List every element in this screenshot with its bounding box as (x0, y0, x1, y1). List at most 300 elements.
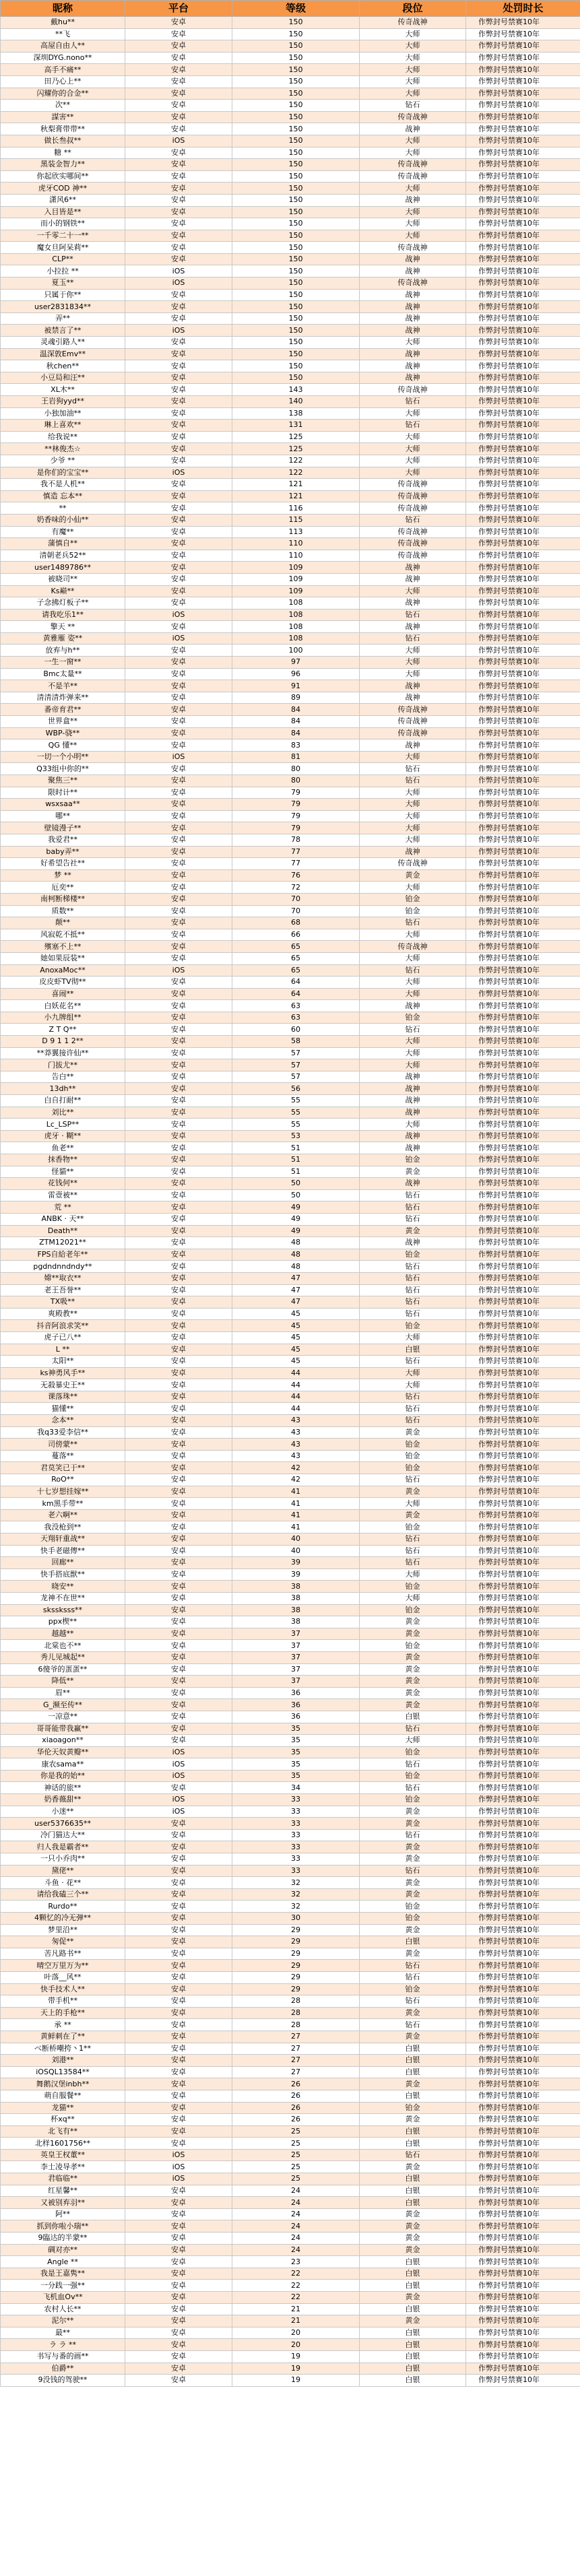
cell-duration: 作弊封号禁赛10年 (466, 1201, 580, 1214)
cell-nickname: 9臨达的半蒙** (1, 2233, 125, 2245)
cell-rank: 黄金 (360, 1924, 466, 1936)
cell-nickname: 我爱君** (1, 834, 125, 846)
cell-level: 29 (232, 1948, 360, 1960)
cell-rank: 铂金 (360, 1521, 466, 1533)
cell-rank: 钻石 (360, 917, 466, 929)
cell-level: 150 (232, 64, 360, 76)
cell-duration: 作弊封号禁赛10年 (466, 88, 580, 100)
cell-nickname: 黛佬** (1, 1865, 125, 1877)
cell-level: 115 (232, 514, 360, 526)
cell-level: 140 (232, 396, 360, 408)
cell-duration: 作弊封号禁赛10年 (466, 1829, 580, 1841)
cell-level: 150 (232, 147, 360, 159)
cell-rank: 大师 (360, 1331, 466, 1344)
cell-nickname: user1489786** (1, 562, 125, 574)
cell-level: 33 (232, 1865, 360, 1877)
table-row (1, 1723, 580, 1735)
cell-duration: 作弊封号禁赛10年 (466, 2149, 580, 2161)
cell-platform: 安卓 (125, 716, 232, 728)
table-row (1, 1663, 580, 1676)
table-row (1, 810, 580, 822)
cell-level: 47 (232, 1272, 360, 1284)
cell-nickname: 康农sama** (1, 1758, 125, 1771)
cell-nickname: 无殺暴史王** (1, 1379, 125, 1391)
cell-duration: 作弊封号禁赛10年 (466, 621, 580, 633)
cell-platform: iOS (125, 135, 232, 147)
cell-level: 83 (232, 739, 360, 752)
cell-platform: 安卓 (125, 1142, 232, 1154)
table-row (1, 1178, 580, 1190)
cell-duration: 作弊封号禁赛10年 (466, 2256, 580, 2268)
cell-platform: 安卓 (125, 917, 232, 929)
cell-rank: 黄金 (360, 2292, 466, 2304)
cell-rank: 战神 (360, 1095, 466, 1107)
cell-level: 19 (232, 2350, 360, 2363)
cell-rank: 大师 (360, 407, 466, 420)
cell-duration: 作弊封号禁赛10年 (466, 2066, 580, 2078)
cell-duration: 作弊封号禁赛10年 (466, 111, 580, 123)
cell-nickname: 快手技术人** (1, 1983, 125, 1995)
table-row (1, 75, 580, 88)
cell-platform: 安卓 (125, 704, 232, 716)
cell-rank: 战神 (360, 680, 466, 692)
cell-platform: iOS (125, 277, 232, 290)
cell-level: 108 (232, 632, 360, 645)
cell-level: 150 (232, 312, 360, 325)
cell-platform: 安卓 (125, 312, 232, 325)
cell-platform: 安卓 (125, 1913, 232, 1925)
cell-nickname: 给我说** (1, 431, 125, 443)
cell-platform: 安卓 (125, 1676, 232, 1688)
cell-duration: 作弊封号禁赛10年 (466, 1592, 580, 1604)
table-row (1, 1758, 580, 1771)
cell-rank: 白银 (360, 2197, 466, 2209)
table-row (1, 111, 580, 123)
cell-level: 150 (232, 206, 360, 218)
cell-nickname: 魔女旦阿呆莉** (1, 242, 125, 254)
table-row (1, 988, 580, 1000)
table-row (1, 1308, 580, 1320)
cell-duration: 作弊封号禁赛10年 (466, 218, 580, 230)
cell-nickname: 司傍蒙** (1, 1439, 125, 1451)
cell-nickname: 好希望告社** (1, 858, 125, 870)
cell-nickname: 厄奕** (1, 882, 125, 894)
cell-duration: 作弊封号禁赛10年 (466, 1521, 580, 1533)
cell-rank: 战神 (360, 1071, 466, 1083)
cell-rank: 大师 (360, 799, 466, 811)
table-row (1, 692, 580, 704)
cell-platform: 安卓 (125, 597, 232, 609)
table-row (1, 135, 580, 147)
table-row (1, 2244, 580, 2256)
cell-duration: 作弊封号禁赛10年 (466, 1320, 580, 1332)
table-row (1, 1012, 580, 1024)
cell-platform: 安卓 (125, 194, 232, 206)
cell-duration: 作弊封号禁赛10年 (466, 668, 580, 680)
cell-rank: 大师 (360, 787, 466, 799)
cell-nickname: 晓安** (1, 1581, 125, 1593)
cell-platform: 安卓 (125, 787, 232, 799)
cell-platform: 安卓 (125, 526, 232, 538)
cell-duration: 作弊封号禁赛10年 (466, 194, 580, 206)
cell-rank: 铂金 (360, 1154, 466, 1166)
cell-duration: 作弊封号禁赛10年 (466, 1794, 580, 1806)
cell-duration: 作弊封号禁赛10年 (466, 431, 580, 443)
cell-rank: 白银 (360, 2327, 466, 2339)
cell-duration: 作弊封号禁赛10年 (466, 1095, 580, 1107)
cell-nickname: 一切一个小明** (1, 751, 125, 763)
cell-level: 48 (232, 1261, 360, 1273)
cell-level: 55 (232, 1107, 360, 1119)
cell-nickname: 鱼老** (1, 1142, 125, 1154)
cell-rank: 大师 (360, 834, 466, 846)
cell-platform: 安卓 (125, 1818, 232, 1830)
table-row (1, 147, 580, 159)
cell-level: 24 (232, 2220, 360, 2233)
cell-rank: 钻石 (360, 1308, 466, 1320)
cell-rank: 传奇战神 (360, 502, 466, 515)
cell-duration: 作弊封号禁赛10年 (466, 1415, 580, 1427)
table-row (1, 1107, 580, 1119)
cell-platform: 安卓 (125, 2375, 232, 2387)
cell-nickname: 白妖花名** (1, 1000, 125, 1012)
cell-level: 35 (232, 1735, 360, 1747)
cell-rank: 大师 (360, 1119, 466, 1131)
cell-duration: 作弊封号禁赛10年 (466, 2280, 580, 2292)
cell-rank: 大师 (360, 52, 466, 64)
cell-duration: 作弊封号禁赛10年 (466, 1237, 580, 1249)
table-row (1, 1439, 580, 1451)
cell-nickname: 做长叁叔** (1, 135, 125, 147)
cell-rank: 战神 (360, 1237, 466, 1249)
table-row (1, 2030, 580, 2043)
cell-level: 79 (232, 799, 360, 811)
cell-nickname: 9没钱的驾驶** (1, 2375, 125, 2387)
cell-duration: 作弊封号禁赛10年 (466, 1936, 580, 1948)
cell-nickname: 黑装金智力** (1, 159, 125, 171)
cell-nickname: 荒 ** (1, 1201, 125, 1214)
cell-nickname: km黑手带** (1, 1498, 125, 1510)
cell-duration: 作弊封号禁赛10年 (466, 1071, 580, 1083)
cell-duration: 作弊封号禁赛10年 (466, 905, 580, 917)
cell-platform: 安卓 (125, 988, 232, 1000)
cell-duration: 作弊封号禁赛10年 (466, 2114, 580, 2126)
cell-level: 63 (232, 1012, 360, 1024)
table-row (1, 88, 580, 100)
cell-platform: 安卓 (125, 1166, 232, 1178)
cell-nickname: 碉对亦** (1, 2244, 125, 2256)
table-row (1, 952, 580, 964)
cell-rank: 大师 (360, 1036, 466, 1048)
cell-platform: 安卓 (125, 348, 232, 360)
cell-platform: 安卓 (125, 1486, 232, 1498)
cell-rank: 大师 (360, 88, 466, 100)
cell-duration: 作弊封号禁赛10年 (466, 704, 580, 716)
cell-level: 23 (232, 2256, 360, 2268)
cell-level: 49 (232, 1201, 360, 1214)
table-row (1, 1462, 580, 1474)
cell-level: 72 (232, 882, 360, 894)
table-row (1, 2102, 580, 2114)
table-row (1, 1415, 580, 1427)
cell-rank: 战神 (360, 1107, 466, 1119)
cell-platform: 安卓 (125, 1439, 232, 1451)
cell-nickname: 哥哥能带我赢** (1, 1723, 125, 1735)
table-row (1, 929, 580, 941)
cell-level: 38 (232, 1592, 360, 1604)
cell-duration: 作弊封号禁赛10年 (466, 2125, 580, 2138)
cell-level: 42 (232, 1474, 360, 1486)
table-row (1, 1083, 580, 1095)
table-row (1, 1379, 580, 1391)
cell-rank: 战神 (360, 597, 466, 609)
cell-duration: 作弊封号禁赛10年 (466, 1971, 580, 1983)
cell-level: 150 (232, 348, 360, 360)
cell-duration: 作弊封号禁赛10年 (466, 372, 580, 384)
cell-level: 29 (232, 1960, 360, 1972)
cell-duration: 作弊封号禁赛10年 (466, 1924, 580, 1936)
cell-level: 25 (232, 2149, 360, 2161)
cell-level: 70 (232, 905, 360, 917)
cell-level: 150 (232, 159, 360, 171)
cell-platform: 安卓 (125, 1450, 232, 1462)
cell-platform: 安卓 (125, 2090, 232, 2102)
cell-duration: 作弊封号禁赛10年 (466, 763, 580, 775)
cell-nickname: 猫懂** (1, 1403, 125, 1415)
cell-nickname: 蒲慎自** (1, 538, 125, 550)
cell-rank: 黄金 (360, 1426, 466, 1439)
cell-platform: 安卓 (125, 1154, 232, 1166)
table-row (1, 1296, 580, 1309)
cell-duration: 作弊封号禁赛10年 (466, 822, 580, 834)
cell-level: 49 (232, 1213, 360, 1225)
table-row (1, 443, 580, 455)
cell-nickname: 虎牙COD 神** (1, 183, 125, 195)
cell-duration: 作弊封号禁赛10年 (466, 396, 580, 408)
cell-nickname: 冷门猫达大** (1, 1829, 125, 1841)
cell-platform: 安卓 (125, 100, 232, 112)
cell-duration: 作弊封号禁赛10年 (466, 135, 580, 147)
cell-platform: 安卓 (125, 1012, 232, 1024)
cell-nickname: 梦里沿** (1, 1924, 125, 1936)
cell-level: 91 (232, 680, 360, 692)
cell-platform: 安卓 (125, 692, 232, 704)
cell-level: 26 (232, 2078, 360, 2090)
cell-level: 20 (232, 2339, 360, 2351)
cell-rank: 黄金 (360, 1687, 466, 1699)
cell-duration: 作弊封号禁赛10年 (466, 2303, 580, 2315)
cell-rank: 战神 (360, 372, 466, 384)
cell-rank: 铂金 (360, 1901, 466, 1913)
table-row (1, 1888, 580, 1901)
cell-platform: 安卓 (125, 882, 232, 894)
cell-nickname: 请我吃乐1** (1, 609, 125, 621)
cell-nickname: 快手搭底獣** (1, 1568, 125, 1581)
cell-platform: 安卓 (125, 479, 232, 491)
cell-platform: 安卓 (125, 2244, 232, 2256)
cell-rank: 战神 (360, 348, 466, 360)
cell-nickname: ks神勇风手** (1, 1367, 125, 1379)
cell-nickname: 潇风6** (1, 194, 125, 206)
table-body (1, 17, 580, 2387)
cell-rank: 钻石 (360, 100, 466, 112)
cell-rank: 铂金 (360, 1604, 466, 1616)
cell-duration: 作弊封号禁赛10年 (466, 1308, 580, 1320)
cell-level: 150 (232, 28, 360, 40)
cell-platform: 安卓 (125, 1616, 232, 1628)
cell-nickname: 晴空万里万为** (1, 1960, 125, 1972)
cell-duration: 作弊封号禁赛10年 (466, 1628, 580, 1640)
cell-duration: 作弊封号禁赛10年 (466, 1782, 580, 1794)
cell-nickname: 琳上喜欢** (1, 420, 125, 432)
cell-duration: 作弊封号禁赛10年 (466, 1391, 580, 1403)
table-row (1, 846, 580, 858)
cell-nickname: 被晓司** (1, 573, 125, 585)
table-row (1, 1592, 580, 1604)
cell-nickname: 秀儿见城起** (1, 1651, 125, 1663)
cell-nickname: 归人我是霸者** (1, 1841, 125, 1853)
cell-duration: 作弊封号禁赛10年 (466, 265, 580, 277)
cell-rank: 黄金 (360, 2161, 466, 2173)
table-row (1, 1154, 580, 1166)
cell-level: 25 (232, 2138, 360, 2150)
cell-level: 51 (232, 1154, 360, 1166)
cell-level: 44 (232, 1391, 360, 1403)
table-row (1, 1166, 580, 1178)
cell-platform: 安卓 (125, 1213, 232, 1225)
cell-nickname: 嫦**取衣** (1, 1272, 125, 1284)
table-row (1, 1711, 580, 1723)
cell-platform: 安卓 (125, 2030, 232, 2043)
cell-platform: 安卓 (125, 1948, 232, 1960)
cell-nickname: 擎天 ** (1, 621, 125, 633)
cell-nickname: 灵魂引路人** (1, 337, 125, 349)
table-row (1, 2339, 580, 2351)
cell-nickname: ラ ラ ** (1, 2339, 125, 2351)
table-row (1, 194, 580, 206)
cell-nickname: **林俊杰☆ (1, 443, 125, 455)
cell-level: 39 (232, 1557, 360, 1569)
table-row (1, 242, 580, 254)
cell-rank: 白银 (360, 2125, 466, 2138)
cell-level: 40 (232, 1545, 360, 1557)
cell-level: 84 (232, 727, 360, 739)
table-row (1, 490, 580, 502)
cell-duration: 作弊封号禁赛10年 (466, 1901, 580, 1913)
cell-level: 24 (232, 2197, 360, 2209)
cell-rank: 白银 (360, 2185, 466, 2197)
cell-duration: 作弊封号禁赛10年 (466, 1865, 580, 1877)
cell-nickname: 回廊** (1, 1557, 125, 1569)
cell-rank: 铂金 (360, 1640, 466, 1652)
cell-platform: 安卓 (125, 2339, 232, 2351)
cell-platform: 安卓 (125, 88, 232, 100)
cell-duration: 作弊封号禁赛10年 (466, 2019, 580, 2031)
table-row (1, 325, 580, 337)
cell-level: 33 (232, 1829, 360, 1841)
cell-rank: 白银 (360, 1344, 466, 1356)
table-row (1, 170, 580, 183)
cell-duration: 作弊封号禁赛10年 (466, 325, 580, 337)
table-row (1, 1426, 580, 1439)
cell-rank: 黄金 (360, 2114, 466, 2126)
cell-duration: 作弊封号禁赛10年 (466, 514, 580, 526)
cell-duration: 作弊封号禁赛10年 (466, 170, 580, 183)
table-row (1, 657, 580, 669)
cell-rank: 钻石 (360, 1782, 466, 1794)
cell-rank: 白银 (360, 1711, 466, 1723)
cell-rank: 钻石 (360, 1865, 466, 1877)
cell-level: 125 (232, 431, 360, 443)
cell-level: 150 (232, 253, 360, 265)
header-row (1, 1, 580, 17)
table-row (1, 645, 580, 657)
cell-rank: 黄金 (360, 2233, 466, 2245)
cell-rank: 铂金 (360, 1581, 466, 1593)
table-row (1, 1000, 580, 1012)
cell-duration: 作弊封号禁赛10年 (466, 1853, 580, 1865)
cell-nickname: 阿** (1, 2208, 125, 2220)
table-row (1, 668, 580, 680)
cell-rank: 黄金 (360, 1616, 466, 1628)
cell-duration: 作弊封号禁赛10年 (466, 1356, 580, 1368)
cell-level: 35 (232, 1770, 360, 1782)
cell-rank: 黄金 (360, 1628, 466, 1640)
cell-duration: 作弊封号禁赛10年 (466, 147, 580, 159)
cell-level: 41 (232, 1509, 360, 1521)
cell-nickname: iOSQL13584** (1, 2066, 125, 2078)
cell-platform: 安卓 (125, 420, 232, 432)
cell-platform: 安卓 (125, 799, 232, 811)
cell-platform: 安卓 (125, 75, 232, 88)
cell-duration: 作弊封号禁赛10年 (466, 348, 580, 360)
cell-nickname: 小豆局和汪** (1, 372, 125, 384)
cell-level: 150 (232, 111, 360, 123)
table-row (1, 384, 580, 396)
cell-level: 109 (232, 562, 360, 574)
cell-level: 150 (232, 289, 360, 301)
cell-level: 108 (232, 597, 360, 609)
cell-duration: 作弊封号禁赛10年 (466, 1568, 580, 1581)
cell-platform: 安卓 (125, 941, 232, 953)
cell-duration: 作弊封号禁赛10年 (466, 1450, 580, 1462)
cell-nickname: 承 ** (1, 2019, 125, 2031)
table-row (1, 64, 580, 76)
cell-level: 26 (232, 2102, 360, 2114)
cell-nickname: ZTM12021** (1, 1237, 125, 1249)
cell-duration: 作弊封号禁赛10年 (466, 846, 580, 858)
table-row (1, 2280, 580, 2292)
cell-rank: 大师 (360, 988, 466, 1000)
table-row (1, 1261, 580, 1273)
cell-level: 150 (232, 194, 360, 206)
cell-level: 150 (232, 183, 360, 195)
cell-rank: 大师 (360, 40, 466, 53)
table-row (1, 1344, 580, 1356)
cell-level: 49 (232, 1225, 360, 1237)
cell-nickname: 老六啊** (1, 1509, 125, 1521)
table-row (1, 858, 580, 870)
cell-platform: 安卓 (125, 858, 232, 870)
cell-nickname: Z T Q** (1, 1024, 125, 1036)
cell-rank: 黄金 (360, 1806, 466, 1818)
cell-nickname: 农村人长** (1, 2303, 125, 2315)
table-row (1, 1545, 580, 1557)
table-row (1, 1604, 580, 1616)
cell-rank: 钻石 (360, 1533, 466, 1546)
cell-duration: 作弊封号禁赛10年 (466, 2375, 580, 2387)
cell-nickname: 龙猫** (1, 2102, 125, 2114)
